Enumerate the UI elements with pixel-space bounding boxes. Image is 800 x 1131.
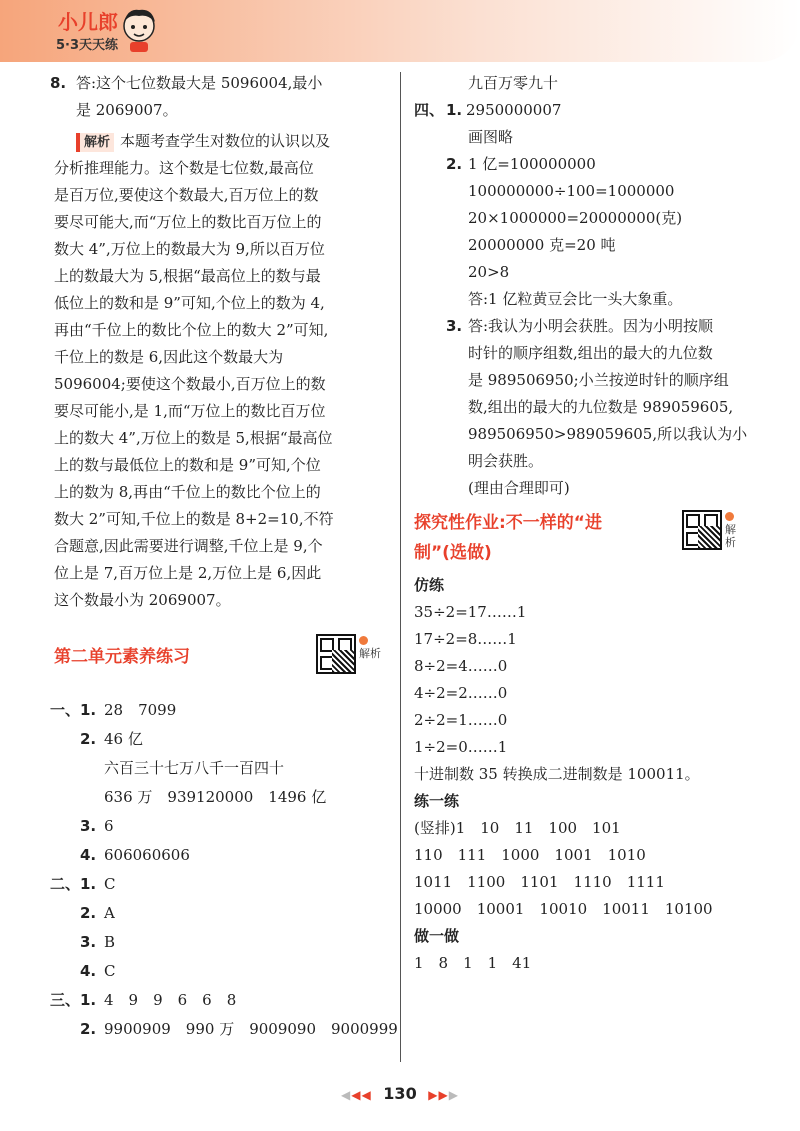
q8-number: 8. [50, 74, 67, 92]
mascot-icon [118, 6, 160, 54]
analysis-line: 上的数最大为 5,根据“最高位上的数与最 [54, 267, 321, 285]
answer-row [54, 725, 394, 754]
analysis-line: 5096004;要使这个数最小,百万位上的数 [54, 375, 326, 393]
unit-title-row [54, 644, 394, 688]
s4-q1-line [414, 97, 764, 124]
play-icon [725, 512, 734, 521]
answer-row [54, 1015, 398, 1044]
explore-title-1: 探究性作业:不一样的“进 [414, 513, 602, 533]
answer-row [54, 957, 394, 986]
answer-row [54, 841, 394, 870]
analysis-line: 分析推理能力。这个数是七位数,最高位 [54, 159, 314, 177]
answer-number: 1. [80, 991, 97, 1009]
prev-arrows-icon: ◀◀◀ [341, 1088, 372, 1102]
page-footer [0, 1084, 800, 1103]
s4-q2-number: 2. [446, 155, 463, 173]
answer-row [50, 696, 394, 725]
s4-q2-body [414, 178, 764, 313]
qr-code-explore[interactable] [682, 510, 738, 554]
answer-number: 2. [80, 1020, 97, 1038]
s4-q2-line: 20000000 克=20 吨 [468, 236, 616, 254]
fanglian-line: 十进制数 35 转换成二进制数是 100011。 [414, 765, 700, 783]
next-arrows-icon: ▶▶▶ [428, 1088, 459, 1102]
analysis-line: 千位上的数是 6,因此这个数最大为 [54, 348, 284, 366]
right-column [414, 70, 764, 977]
answer-number: 4. [80, 962, 97, 980]
fanglian-line: 1÷2=0……1 [414, 738, 508, 756]
s4-q3-line: 989506950>989059605,所以我认为小 [468, 425, 748, 443]
s4-q2-line: 100000000÷100=1000000 [468, 182, 675, 200]
s4-q1-text: 2950000007 [466, 101, 562, 119]
page-header [0, 0, 800, 62]
page-number: 130 [383, 1084, 417, 1103]
answer-row [54, 899, 394, 928]
answer-row [54, 812, 394, 841]
analysis-first-line [54, 128, 394, 155]
s4-q2-line: 20>8 [468, 263, 510, 281]
qr-code-icon [316, 634, 356, 674]
answer-text: 六百三十七万八千一百四十 [104, 759, 285, 777]
qr-label: 解析 [725, 512, 737, 549]
answer-text: A [104, 904, 115, 922]
answer-number: 2. [80, 904, 97, 922]
s4-q3-number: 3. [446, 317, 463, 335]
answer-row [54, 928, 394, 957]
qr-code-icon [682, 510, 722, 550]
s4-q3-line: 是 989506950;小兰按逆时针的顺序组 [468, 371, 729, 389]
answer-section-label: 三、 [50, 991, 81, 1009]
logo-title: 小儿郎 [58, 10, 118, 34]
analysis-line: 数大 4”,万位上的数最大为 9,所以百万位 [54, 240, 325, 258]
lianyilian-line: 1011 1100 1101 1110 1111 [414, 873, 665, 891]
fanglian-line: 17÷2=8……1 [414, 630, 517, 648]
q8-line-1 [50, 70, 394, 97]
analysis-line: 要尽可能小,是 1,而“万位上的数比百万位 [54, 402, 326, 420]
lianyilian-line: (竖排)1 10 11 100 101 [414, 819, 621, 837]
logo-subtitle: 5·3天天练 [56, 38, 119, 53]
s4-q3-text: 答:我认为小明会获胜。因为小明按顺 [468, 317, 714, 335]
analysis-line: 低位上的数和是 9”可知,个位上的数为 4, [54, 294, 325, 312]
column-divider [400, 72, 401, 1062]
s4-q2-line: 答:1 亿粒黄豆会比一头大象重。 [468, 290, 683, 308]
lianyilian-line: 10000 10001 10010 10011 10100 [414, 900, 713, 918]
analysis-line: 这个数最小为 2069007。 [54, 591, 231, 609]
answer-text: 9900909 990 万 9009090 9000999 [104, 1020, 398, 1038]
answer-section-label: 二、 [50, 875, 81, 893]
answer-text: 636 万 939120000 1496 亿 [104, 788, 327, 806]
analysis-label: 解析 [76, 133, 114, 152]
s4-q1-number: 1. [446, 101, 463, 119]
fanglian-line: 35÷2=17……1 [414, 603, 527, 621]
answer-text: 606060606 [104, 846, 190, 864]
analysis-line: 上的数大 4”,万位上的数是 5,根据“最高位 [54, 429, 333, 447]
answer-number: 3. [80, 933, 97, 951]
left-column [50, 70, 398, 1044]
qr-label: 解析 [359, 636, 371, 660]
answer-number: 1. [80, 875, 97, 893]
s4-q3-body [414, 340, 764, 502]
s4-q3-line: 时针的顺序组数,组出的最大的九位数 [468, 344, 713, 362]
answer-row [54, 783, 394, 812]
analysis-line: 再由“千位上的数比个位上的数大 2”可知, [54, 321, 329, 339]
answer-number: 4. [80, 846, 97, 864]
q8-line-2: 是 2069007。 [76, 101, 178, 119]
s4-q3-line: 数,组出的最大的九位数是 989059605, [468, 398, 734, 416]
s4-q3-line: 明会获胜。 [468, 452, 544, 470]
s4-q2-line: 20×1000000=20000000(克) [468, 209, 683, 227]
answer-number: 3. [80, 817, 97, 835]
zuoyizuo-title: 做一做 [414, 927, 460, 945]
answer-text: B [104, 933, 116, 951]
lianyilian-body [414, 815, 764, 923]
play-icon [359, 636, 368, 645]
lianyilian-title: 练一练 [414, 792, 460, 810]
analysis-line: 位上是 7,百万位上是 2,万位上是 6,因此 [54, 564, 322, 582]
s4-q2-line [414, 151, 764, 178]
zuoyizuo-text: 1 8 1 1 41 [414, 954, 532, 972]
lianyilian-line: 110 111 1000 1001 1010 [414, 846, 646, 864]
answer-row [54, 754, 394, 783]
fanglian-line: 2÷2=1……0 [414, 711, 508, 729]
analysis-line: 是百万位,要使这个数最大,百万位上的数 [54, 186, 319, 204]
analysis-line: 合题意,因此需要进行调整,千位上是 9,个 [54, 537, 323, 555]
explore-title-block [414, 508, 764, 568]
answer-text: C [104, 962, 116, 980]
analysis-line: 上的数与最低位上的数和是 9”可知,个位 [54, 456, 321, 474]
answer-text: 46 亿 [104, 730, 143, 748]
analysis-body [54, 155, 394, 614]
answer-text: 6 [104, 817, 114, 835]
analysis-line: 要尽可能大,而“万位上的数比百万位上的 [54, 213, 322, 231]
answer-text: C [104, 875, 116, 893]
s4-q3-line: (理由合理即可) [468, 479, 570, 497]
s4-q3-line [414, 313, 764, 340]
fanglian-body [414, 599, 764, 788]
unit-title: 第二单元素养练习 [54, 647, 190, 667]
right-top-line: 九百万零九十 [468, 74, 559, 92]
answer-number: 2. [80, 730, 97, 748]
analysis-line: 数大 2”可知,千位上的数是 8+2=10,不符 [54, 510, 334, 528]
s4-q1-line-2: 画图略 [468, 128, 514, 146]
s4-section-label: 四、 [414, 101, 445, 119]
answer-row [50, 870, 394, 899]
answer-text: 28 7099 [104, 701, 177, 719]
qr-code-unit[interactable] [316, 634, 381, 678]
fanglian-line: 8÷2=4……0 [414, 657, 508, 675]
answer-text: 4 9 9 6 6 8 [104, 991, 237, 1009]
answer-row [50, 986, 394, 1015]
answer-section-label: 一、 [50, 701, 81, 719]
analysis-line: 上的数为 8,再由“千位上的数比个位上的 [54, 483, 321, 501]
q8-text: 答:这个七位数最大是 5096004,最小 [76, 74, 323, 92]
fanglian-title: 仿练 [414, 576, 445, 594]
analysis-text: 本题考查学生对数位的认识以及 [120, 132, 331, 150]
s4-q2-text: 1 亿=100000000 [468, 155, 596, 173]
fanglian-line: 4÷2=2……0 [414, 684, 508, 702]
explore-title-2: 制”(选做) [414, 543, 492, 563]
unit-answers [50, 696, 398, 1044]
answer-number: 1. [80, 701, 97, 719]
